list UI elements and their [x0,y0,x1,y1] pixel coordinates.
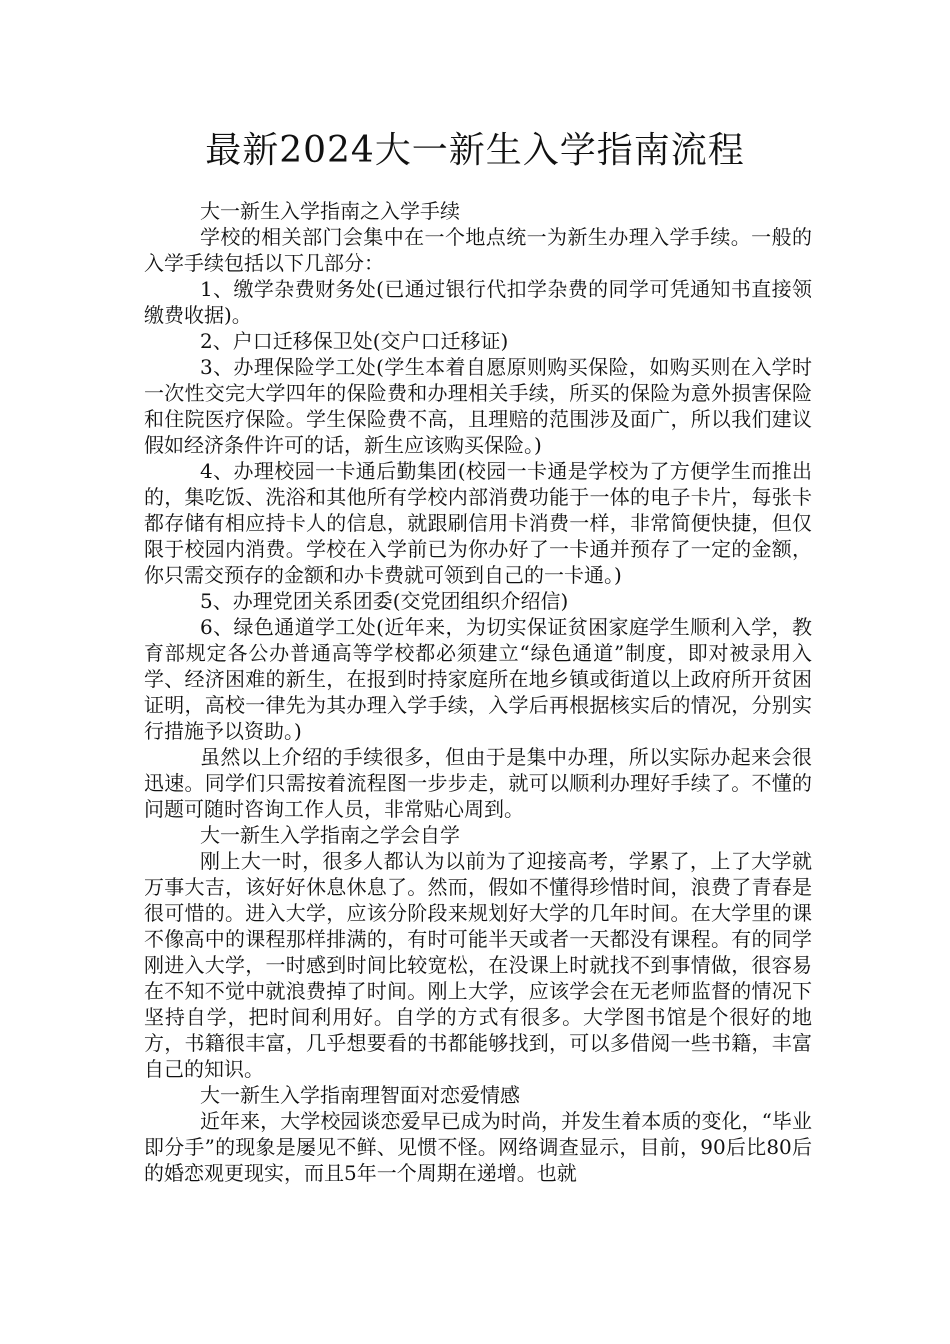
paragraph-relationships: 近年来，大学校园谈恋爱早已成为时尚，并发生着本质的变化，“毕业即分手”的现象是屡见不鲜、见惯不怪。网络调查显示，目前，90后比80后的婚恋观更现实，而且5年一个周期在递增。也就 [144,1109,812,1185]
section-heading-relationships: 大一新生入学指南理智面对恋爱情感 [200,1083,520,1107]
list-item-household: 2、户口迁移保卫处(交户口迁移证) [200,329,509,353]
document-body [144,198,812,1186]
list-item-fees: 1、缴学杂费财务处(已通过银行代扣学杂费的同学可凭通知书直接领缴费收据)。 [144,277,812,327]
list-item-campus-card: 4、办理校园一卡通后勤集团(校园一卡通是学校为了方便学生而推出的，集吃饭、洗浴和其他所有学校内部消费功能于一体的电子卡片，每张卡都存储有相应持卡人的信息，就跟刷信用卡消费一样，非常简便快捷，但仅限于校园内消费。学校在入学前已为你办好了一卡通并预存了一定的金额，你只需交预存的金额和办卡费就可领到自己的一卡通。) [144,459,812,587]
document-title: 最新2024大一新生入学指南流程 [205,130,745,171]
section-heading-self-study: 大一新生入学指南之学会自学 [200,823,460,847]
paragraph-intro: 学校的相关部门会集中在一个地点统一为新生办理入学手续。一般的入学手续包括以下几部分： [144,225,812,275]
list-item-party-league: 5、办理党团关系团委(交党团组织介绍信) [200,589,569,613]
paragraph-summary: 虽然以上介绍的手续很多，但由于是集中办理，所以实际办起来会很迅速。同学们只需按着流程图一步步走，就可以顺利办理好手续了。不懂的问题可随时咨询工作人员，非常贴心周到。 [144,745,812,821]
list-item-insurance: 3、办理保险学工处(学生本着自愿原则购买保险，如购买则在入学时一次性交完大学四年的保险费和办理相关手续，所买的保险为意外损害保险和住院医疗保险。学生保险费不高，且理赔的范围涉及面广，所以我们建议假如经济条件许可的话，新生应该购买保险。) [144,355,812,457]
section-heading-admission: 大一新生入学指南之入学手续 [200,199,460,223]
paragraph-self-study: 刚上大一时，很多人都认为以前为了迎接高考，学累了，上了大学就万事大吉，该好好休息休息了。然而，假如不懂得珍惜时间，浪费了青春是很可惜的。进入大学，应该分阶段来规划好大学的几年时间。在大学里的课不像高中的课程那样排满的，有时可能半天或者一天都没有课程。有的同学刚进入大学，一时感到时间比较宽松，在没课上时就找不到事情做，很容易在不知不觉中就浪费掉了时间。刚上大学，应该学会在无老师监督的情况下坚持自学，把时间利用好。自学的方式有很多。大学图书馆是个很好的地方，书籍很丰富，几乎想要看的书都能够找到，可以多借阅一些书籍，丰富自己的知识。 [144,849,812,1081]
list-item-green-channel: 6、绿色通道学工处(近年来，为切实保证贫困家庭学生顺利入学，教育部规定各公办普通高等学校都必须建立“绿色通道”制度，即对被录用入学、经济困难的新生，在报到时持家庭所在地乡镇或街道以上政府所开贫困证明，高校一律先为其办理入学手续，入学后再根据核实后的情况，分别实行措施予以资助。) [144,615,812,743]
